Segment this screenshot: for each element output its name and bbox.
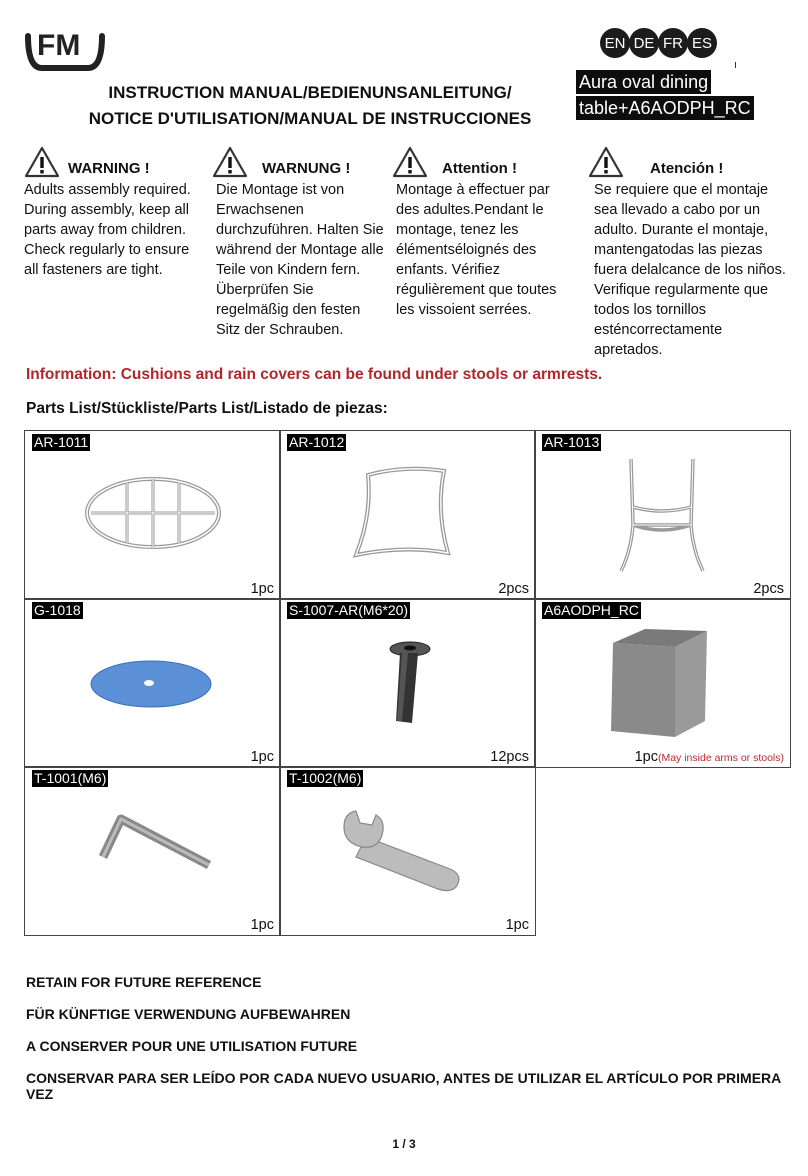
language-badges	[600, 28, 716, 58]
retain-fr: A CONSERVER POUR UNE UTILISATION FUTURE	[26, 1038, 358, 1054]
brand-logo	[24, 22, 106, 72]
part-cell-ar-1012	[279, 430, 536, 600]
part-qty: 2pcs	[753, 581, 784, 597]
fm-logo-icon	[24, 22, 106, 72]
lang-badge-es: ES	[687, 28, 717, 58]
document-title-line-2: NOTICE D'UTILISATION/MANUAL DE INSTRUCCIONES	[88, 109, 532, 128]
part-cell-ar-1011	[24, 430, 281, 600]
wrench-icon	[338, 807, 468, 897]
part-code: T-1001(M6)	[34, 770, 107, 786]
warning-triangle-icon	[212, 146, 248, 178]
oval-frame-icon	[83, 473, 223, 553]
warning-triangle-icon	[392, 146, 428, 178]
warning-en	[24, 144, 204, 280]
allen-key-icon	[95, 807, 215, 877]
warning-text: Adults assembly required. During assembly, keep all parts away from children. Check regularly to ensure all fasteners are tight.	[24, 182, 191, 278]
part-code: S-1007-AR(M6*20)	[289, 602, 409, 618]
part-cell-t-1001	[24, 766, 281, 936]
part-qty: 1pc	[505, 917, 529, 933]
part-qty: 1pc	[250, 581, 274, 597]
warning-fr	[392, 144, 572, 320]
part-cell-a6aodph-rc	[534, 598, 791, 768]
part-code: AR-1013	[544, 434, 600, 450]
bolt-icon	[378, 639, 438, 729]
product-title-line-2: table+A6AODPH_RC	[576, 96, 754, 120]
warning-es	[588, 144, 793, 360]
glass-top-icon	[89, 659, 213, 709]
lang-badge-fr: FR	[658, 28, 688, 58]
info-note: Information: Cushions and rain covers can be found under stools or armrests.	[26, 366, 603, 383]
warning-triangle-icon	[24, 146, 60, 178]
lang-badge-en: EN	[600, 28, 630, 58]
part-qty: 1pc	[250, 917, 274, 933]
logo-text: FM	[37, 29, 81, 62]
page-number: 1 / 3	[392, 1137, 416, 1151]
parts-grid	[24, 430, 791, 940]
retain-de: FÜR KÜNFTIGE VERWENDUNG AUFBEWAHREN	[26, 1006, 351, 1022]
divider-mark	[735, 62, 736, 68]
leg-frame-icon	[617, 455, 707, 573]
part-cell-g-1018	[24, 598, 281, 768]
warning-title: WARNUNG !	[262, 160, 351, 177]
product-title-line-1: Aura oval dining	[576, 70, 711, 94]
warning-title: Attention !	[442, 160, 517, 177]
part-qty-value: 1pc	[634, 749, 658, 765]
part-code: T-1002(M6)	[289, 770, 362, 786]
part-qty: 1pc	[250, 749, 274, 765]
part-qty: 2pcs	[498, 581, 529, 597]
part-qty	[635, 749, 784, 765]
warning-title: WARNING !	[68, 160, 150, 177]
part-qty: 12pcs	[490, 749, 529, 765]
part-code: AR-1011	[34, 434, 89, 450]
trapezoid-frame-icon	[350, 461, 460, 561]
lang-badge-de: DE	[629, 28, 659, 58]
warning-de	[212, 144, 384, 340]
part-cell-ar-1013	[534, 430, 791, 600]
part-cell-s-1007	[279, 598, 536, 768]
part-qty-note: (May inside arms or stools)	[657, 752, 784, 764]
parts-list-heading: Parts List/Stückliste/Parts List/Listado de piezas:	[26, 400, 388, 417]
product-title	[576, 70, 751, 122]
warning-triangle-icon	[588, 146, 624, 178]
part-cell-t-1002	[279, 766, 536, 936]
part-code: G-1018	[34, 602, 81, 618]
warning-text: Montage à effectuer par des adultes.Pendant le montage, tenez les élémentséloignés des enfants. Vérifiez régulièrement que toutes les vissoient serrées.	[396, 182, 557, 318]
document-title-line-1: INSTRUCTION MANUAL/BEDIENUNSANLEITUNG/	[108, 83, 512, 102]
part-code: A6AODPH_RC	[544, 602, 639, 618]
part-code: AR-1012	[289, 434, 345, 450]
warning-text: Die Montage ist von Erwachsenen durchzuführen. Halten Sie während der Montage alle Teile von Kindern fern. Überprüfen Sie regelmäßig den festen Sitz der Schrauben.	[216, 182, 384, 338]
warning-title: Atención !	[650, 160, 724, 177]
retain-es: CONSERVAR PARA SER LEÍDO POR CADA NUEVO USUARIO, ANTES DE UTILIZAR EL ARTÍCULO POR PRIMERA VEZ	[26, 1070, 781, 1102]
warning-text: Se requiere que el montaje sea llevado a cabo por un adulto. Durante el montaje, mantengatodas las piezas fuera delalcance de los niños. Verifique regularmente que todos los tornillos esténcorrectamente apretados.	[594, 182, 786, 358]
cover-box-icon	[605, 621, 715, 741]
retain-en: RETAIN FOR FUTURE REFERENCE	[26, 974, 262, 990]
document-title	[60, 80, 560, 132]
